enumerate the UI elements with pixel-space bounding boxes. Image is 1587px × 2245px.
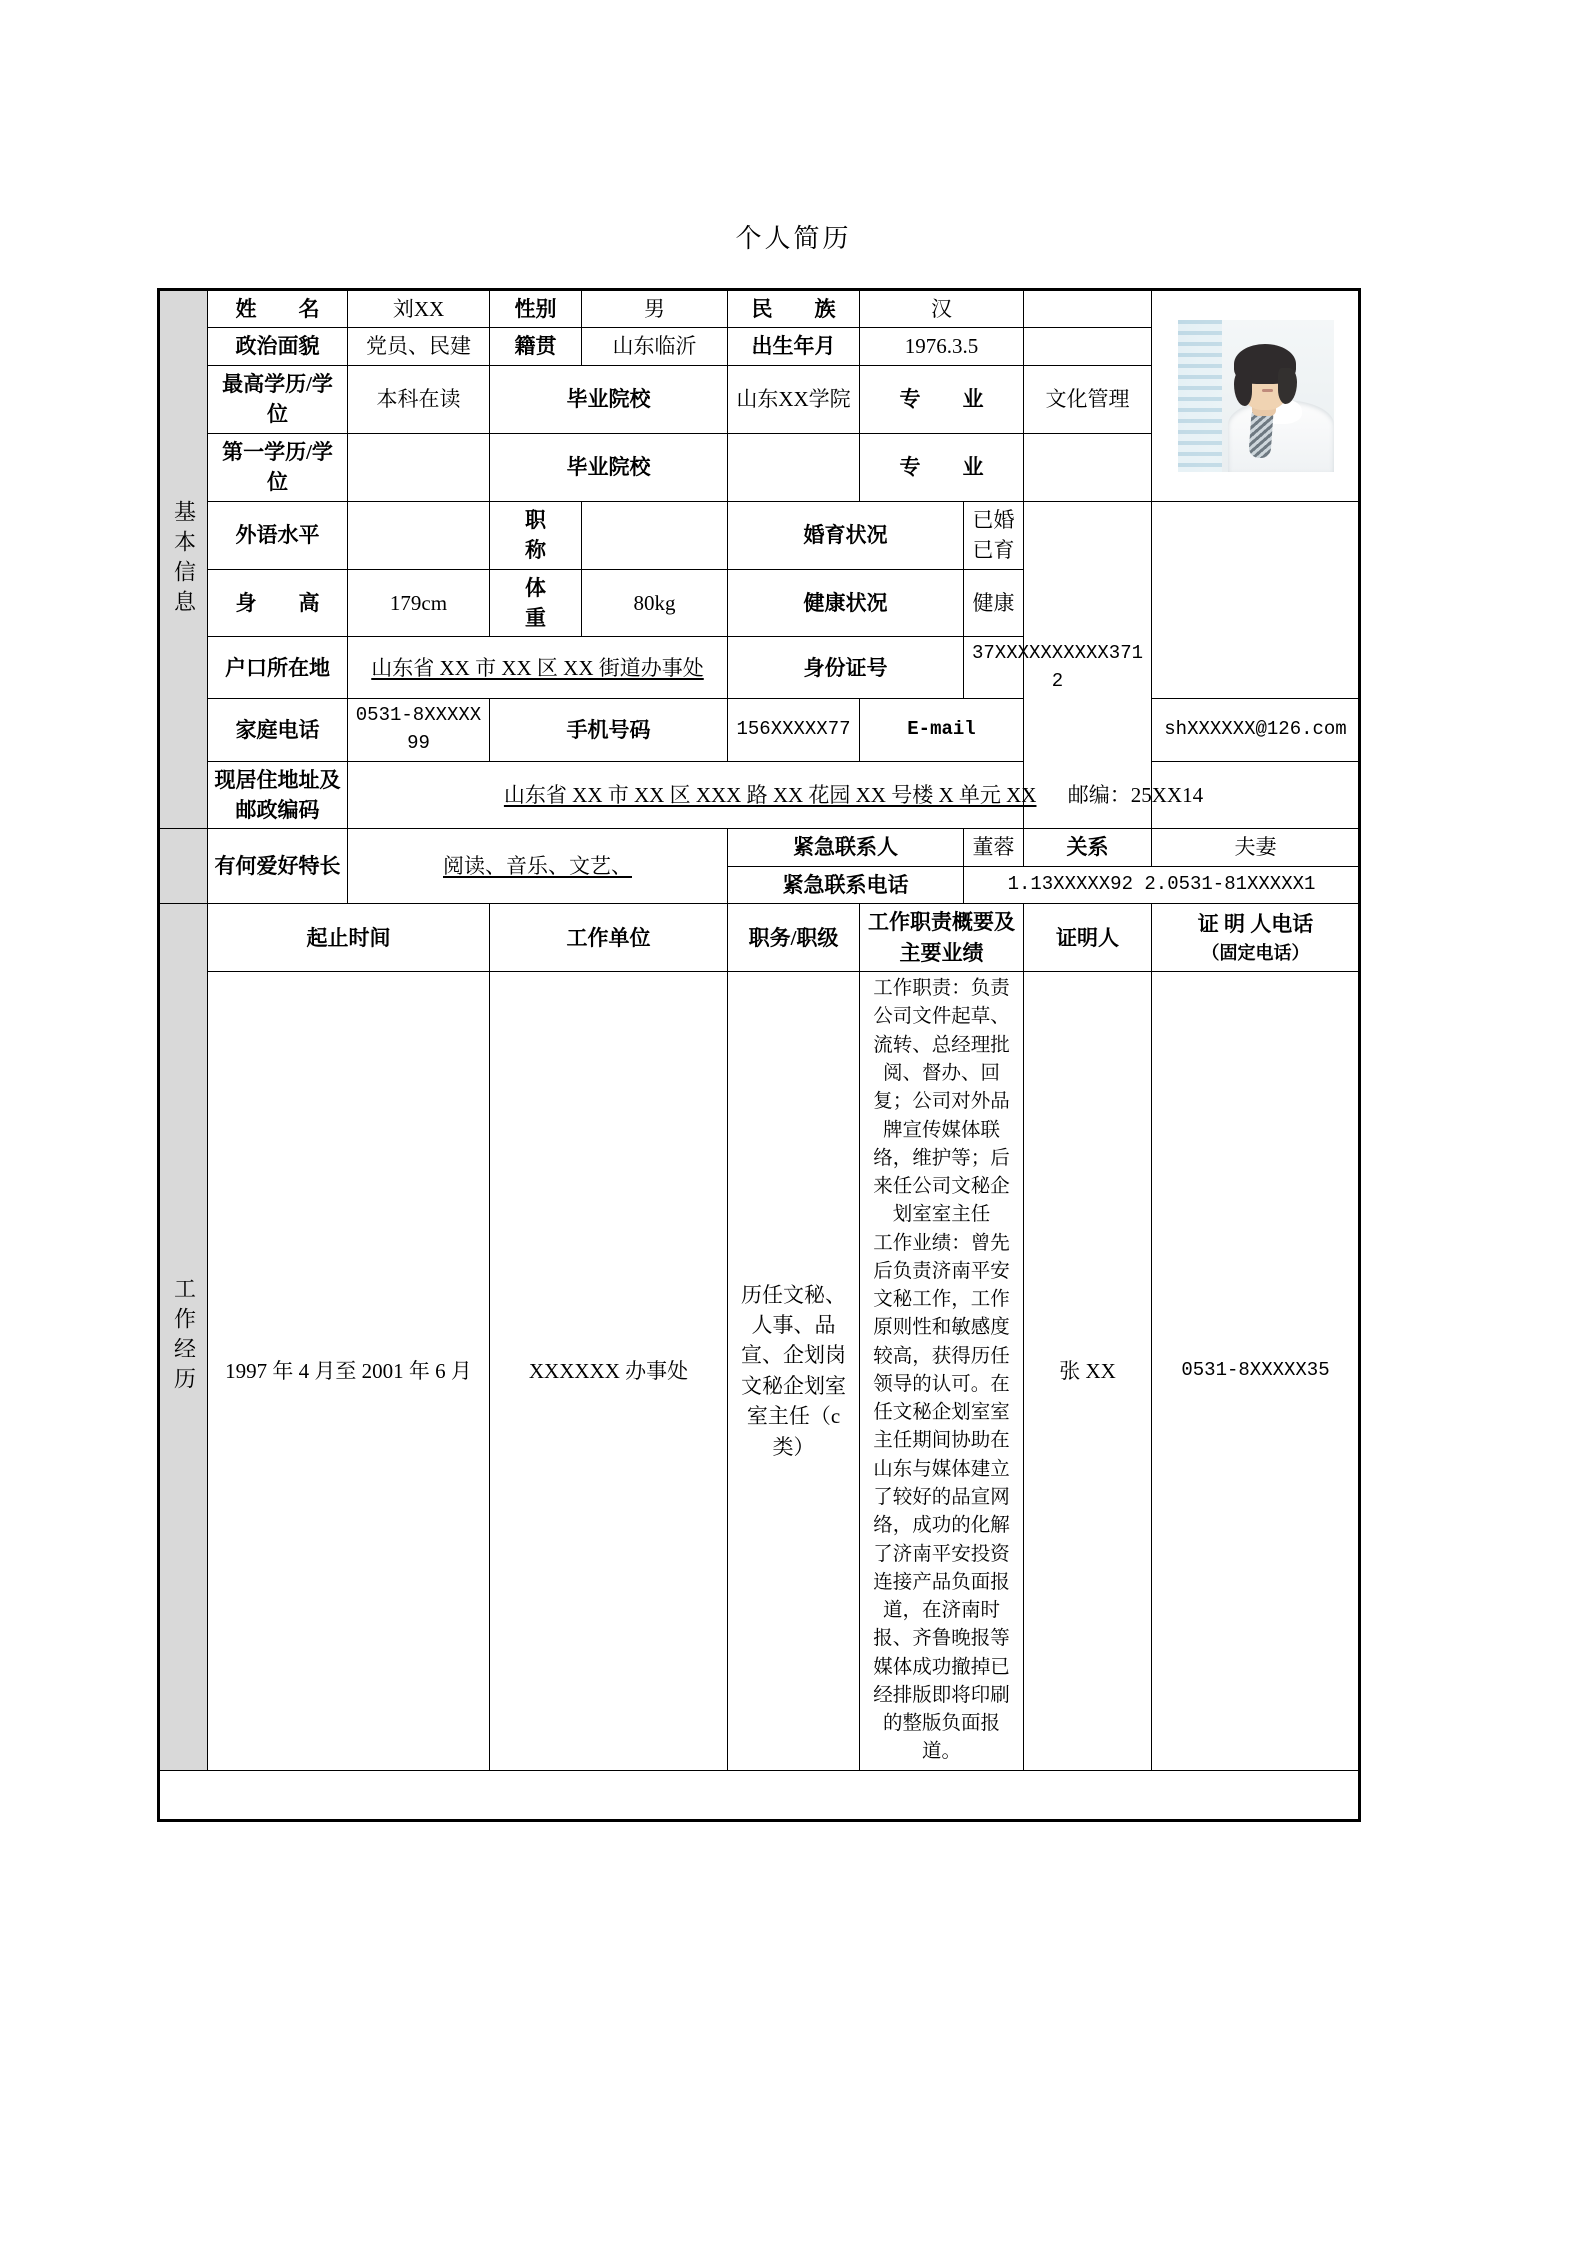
table-row-address [160,761,1360,829]
table-row [160,972,1360,1770]
value-weight: 80kg [582,569,728,637]
value-address-cell [348,761,1360,829]
value-home-phone: 0531-8XXXXX99 [348,699,490,761]
header-employer: 工作单位 [490,904,728,972]
label-email: E-mail [860,699,1024,761]
value-foreign-language [348,501,490,569]
label-school-2: 毕业院校 [490,433,728,501]
cell-referee: 张 XX [1024,972,1152,1770]
label-hobby: 有何爱好特长 [208,829,348,904]
profile-photo [1152,291,1360,502]
value-school-2 [728,433,860,501]
value-relation: 夫妻 [1152,829,1360,866]
value-postcode: 邮编：25XX14 [1067,782,1204,807]
label-first-education: 第一学历/学位 [208,433,348,501]
value-gender: 男 [582,291,728,328]
resume-table [159,290,1360,1771]
cell-referee-phone: 0531-8XXXXX35 [1152,972,1360,1770]
value-hukou: 山东省 XX 市 XX 区 XX 街道办事处 [348,637,728,699]
table-row-name [160,291,1360,328]
value-professional-title [582,501,728,569]
value-birth-date-spacer [1024,328,1152,365]
value-major-2 [1024,433,1152,501]
table-row-hukou [160,637,1360,699]
section-label-work-experience [160,904,208,1770]
label-highest-education: 最高学历/学位 [208,365,348,433]
cell-position: 历任文秘、人事、品宣、企划岗文秘企划室室主任（c 类） [728,972,860,1770]
cell-duties [860,972,1024,1770]
section-label-work-experience-text: 工作经历 [171,1276,197,1397]
value-address: 山东省 XX 市 XX 区 XXX 路 XX 花园 XX 号楼 X 单元 XX [503,782,1037,807]
table-row-foreign-language [160,501,1360,569]
label-political-status: 政治面貌 [208,328,348,365]
value-major-1: 文化管理 [1024,365,1152,433]
profile-photo-image [1178,320,1334,472]
value-emergency-phone: 1.13XXXXX92 2.0531-81XXXXX1 [964,866,1360,903]
section-label-basic-info-cont [160,829,208,904]
value-ethnicity: 汉 [860,291,1024,328]
value-hobby: 阅读、音乐、文艺、 [348,829,728,904]
value-mobile: 156XXXXX77 [728,699,860,761]
header-duties: 工作职责概要及主要业绩 [860,904,1024,972]
label-health: 健康状况 [728,569,964,637]
label-height: 身 高 [208,569,348,637]
header-referee: 证明人 [1024,904,1152,972]
label-emergency-contact: 紧急联系人 [728,829,964,866]
label-birth-date: 出生年月 [728,328,860,365]
header-referee-phone-text: 证 明 人电话 [1197,912,1314,937]
table-row-hobby [160,829,1360,866]
value-school-1: 山东XX学院 [728,365,860,433]
label-marital-status: 婚育状况 [728,501,964,569]
value-highest-education: 本科在读 [348,365,490,433]
value-native-place: 山东临沂 [582,328,728,365]
value-marital-status: 已婚已育 [964,501,1024,569]
label-emergency-phone: 紧急联系电话 [728,866,964,903]
label-id-number: 身份证号 [728,637,964,699]
value-health: 健康 [964,569,1024,637]
label-foreign-language: 外语水平 [208,501,348,569]
table-row-height [160,569,1360,637]
table-row-work-header [160,904,1360,972]
section-label-basic-info-text: 基本信息 [171,499,197,620]
label-professional-title: 职 称 [490,501,582,569]
value-height: 179cm [348,569,490,637]
page-title: 个人简历 [735,224,852,253]
header-period: 起止时间 [208,904,490,972]
cell-duties-achievements: 工作业绩：曾先后负责济南平安文秘工作，工作原则性和敏感度较高，获得历任领导的认可。在任文秘企划室室主任期间协助在山东与媒体建立了较好的品宣网络，成功的化解了济南平安投资连接产品负面报道，在济南时报、齐鲁晚报等媒体成功撤掉已经排版即将印刷的整版负面报道。 [873,1232,1010,1763]
header-referee-phone [1152,904,1360,972]
label-relation: 关系 [1024,829,1152,866]
header-position: 职务/职级 [728,904,860,972]
value-emergency-contact: 董蓉 [964,829,1024,866]
label-weight: 体 重 [490,569,582,637]
header-referee-phone-note: （固定电话） [1201,942,1310,963]
label-home-phone: 家庭电话 [208,699,348,761]
value-first-education [348,433,490,501]
label-major-2: 专 业 [860,433,1024,501]
label-mobile: 手机号码 [490,699,728,761]
label-major-1: 专 业 [860,365,1024,433]
section-label-basic-info [160,291,208,829]
value-ethnicity-spacer [1024,291,1152,328]
label-native-place: 籍贯 [490,328,582,365]
cell-period: 1997 年 4 月至 2001 年 6 月 [208,972,490,1770]
label-hukou: 户口所在地 [208,637,348,699]
label-address: 现居住地址及邮政编码 [208,761,348,829]
value-email: shXXXXXX@126.com [1152,699,1360,761]
value-birth-date: 1976.3.5 [860,328,1024,365]
label-name: 姓 名 [208,291,348,328]
value-id-number: 37XXXXXXXXXX3712 [964,637,1152,699]
label-gender: 性别 [490,291,582,328]
table-row-phones [160,699,1360,761]
cell-employer: XXXXXX 办事处 [490,972,728,1770]
label-ethnicity: 民 族 [728,291,860,328]
value-name: 刘XX [348,291,490,328]
cell-duties-responsibilities: 工作职责：负责公司文件起草、流转、总经理批阅、督办、回复；公司对外品牌宣传媒体联络，维护等；后来任公司文秘企划室室主任 [873,978,1010,1226]
label-school-1: 毕业院校 [490,365,728,433]
value-political-status: 党员、民建 [348,328,490,365]
